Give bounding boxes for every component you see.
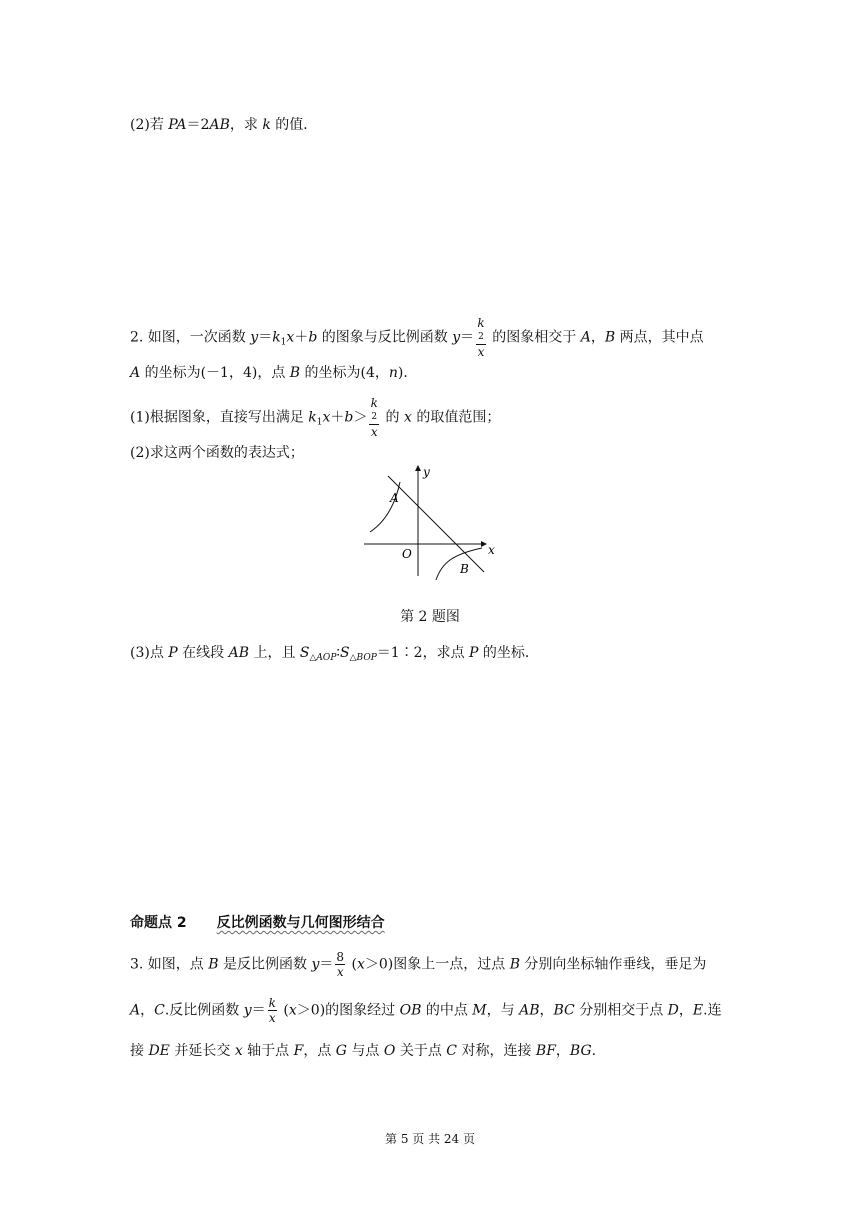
hyperbola-branch-left (370, 482, 400, 532)
q3-line1: 3. 如图，点 B 是反比例函数 y＝ $\frac{8}{x}$ (x＞0)图象上一点，过点 B 分别向坐标轴作垂线，垂足为 (130, 950, 707, 979)
section-title: 反比例函数与几何图形结合 (216, 915, 385, 931)
q2-line1: 2. 如图，一次函数 $y=k_1x+b$ 的图象与反比例函数 y＝ k 2 x 的图象相交于 A，B 两点，其中点 (130, 316, 704, 359)
section-heading (130, 912, 385, 932)
q2-figure (362, 462, 502, 582)
label-y: y (423, 465, 430, 479)
q2-part3: (3)点 P 在线段 AB 上，且 $S_{\triangle AOP}∶S_{\triangle BOP}=1∶2$，求点 P 的坐标． (130, 645, 539, 663)
q2-part1: (1)根据图象，直接写出满足 $k_1x+b>$ k 2 x 的 x 的取值范围； (130, 396, 501, 439)
label-origin: O (402, 547, 412, 561)
page-footer: 第 5 页 共 24 页 (385, 1132, 475, 1146)
label-point-a: A (390, 491, 399, 505)
fraction-8-over-x: $\frac{8}{x}$ (336, 950, 345, 979)
fraction-k2-over-x: k 2 x (370, 396, 378, 439)
q2-line2: A 的坐标为(－1，4)，点 B 的坐标为(4，n)． (130, 365, 418, 381)
figure-caption: 第 2 题图 (400, 609, 460, 625)
q2-part2: (2)求这两个函数的表达式； (130, 445, 304, 461)
hyperbola-branch-right (436, 548, 482, 580)
fraction-k-over-x: $\frac{k}{x}$ (268, 996, 276, 1025)
q3-line3: 接 DE 并延长交 x 轴于点 F，点 G 与点 O 关于点 C 对称，连接 BF，BG. (130, 1043, 597, 1059)
label-point-b: B (460, 562, 469, 576)
fraction-k2-over-x: k 2 x (477, 316, 485, 359)
label-x: x (488, 543, 495, 557)
q1-part2-text: (2)若 PA＝2AB，求 k 的值． (130, 117, 318, 133)
q3-line2: A，C.反比例函数 y＝ $\frac{k}{x}$ (x＞0)的图象经过 OB 的中点 M，与 AB，BC 分别相交于点 D，E.连 (130, 996, 722, 1025)
section-number: 命题点 2 (130, 915, 187, 931)
